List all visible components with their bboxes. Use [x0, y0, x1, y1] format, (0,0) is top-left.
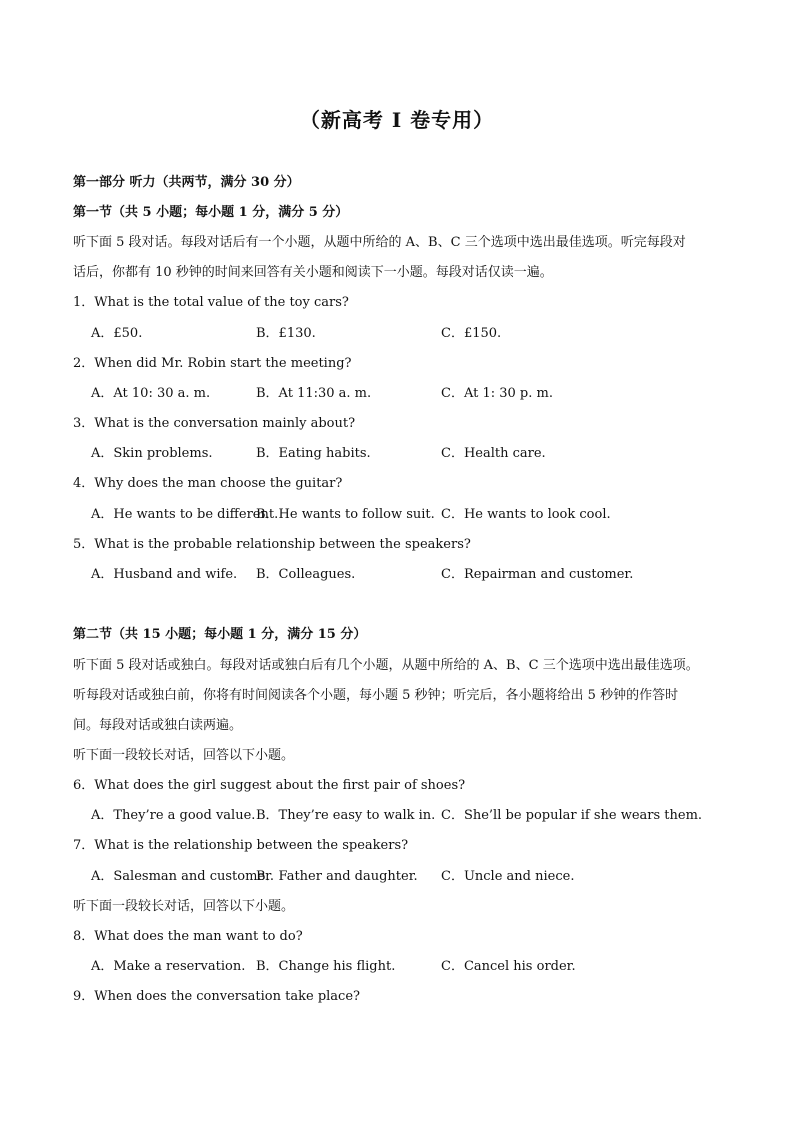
- section2-instructions-line3: 间。每段对话或独白读两遍。: [73, 718, 243, 733]
- question-options: [91, 324, 751, 344]
- question-text: 5．What is the probable relationship between the speakers?: [73, 537, 471, 552]
- option-c: C．£150.: [441, 326, 502, 341]
- option-a: A．£50.: [91, 326, 143, 341]
- section1-heading: 第一节（共 5 小题；每小题 1 分，满分 5 分）: [73, 205, 349, 220]
- question-text: 7．What is the relationship between the speakers?: [73, 838, 409, 853]
- option-c: C．At 1: 30 p. m.: [441, 386, 553, 401]
- option-a: A．He wants to be different.: [91, 507, 279, 522]
- question-options: [91, 505, 751, 525]
- section1-instructions-line2: 话后，你都有 10 秒钟的时间来回答有关小题和阅读下一小题。每段对话仅读一遍。: [73, 265, 553, 280]
- option-c: C．Uncle and niece.: [441, 869, 575, 884]
- option-b: B．Change his flight.: [256, 959, 396, 974]
- option-c: C．She’ll be popular if she wears them.: [441, 808, 703, 823]
- question-text: 3．What is the conversation mainly about?: [73, 416, 356, 431]
- question-options: [91, 806, 751, 826]
- option-b: B．Colleagues.: [256, 567, 356, 582]
- option-b: B．Father and daughter.: [256, 869, 418, 884]
- part1-heading: 第一部分 听力（共两节，满分 30 分）: [73, 175, 300, 190]
- option-b: B．At 11:30 a. m.: [256, 386, 372, 401]
- question-options: [91, 867, 751, 887]
- section2-heading: 第二节（共 15 小题；每小题 1 分，满分 15 分）: [73, 627, 367, 642]
- option-b: B．Eating habits.: [256, 446, 371, 461]
- section2-instructions-line2: 听每段对话或独白前，你将有时间阅读各个小题，每小题 5 秒钟；听完后，各小题将给出 5 秒钟的作答时: [73, 688, 679, 703]
- question-options: [91, 565, 751, 585]
- option-c: C．Health care.: [441, 446, 546, 461]
- option-b: B．They’re easy to walk in.: [256, 808, 436, 823]
- option-c: C．He wants to look cool.: [441, 507, 611, 522]
- section2-instructions-line1: 听下面 5 段对话或独白。每段对话或独白后有几个小题，从题中所给的 A、B、C 三个选项中选出最佳选项。: [73, 658, 699, 673]
- question-options: [91, 957, 751, 977]
- question-text: 6．What does the girl suggest about the first pair of shoes?: [73, 778, 466, 793]
- option-c: C．Cancel his order.: [441, 959, 576, 974]
- question-text: 8．What does the man want to do?: [73, 929, 303, 944]
- option-a: A．Husband and wife.: [91, 567, 238, 582]
- option-b: B．He wants to follow suit.: [256, 507, 435, 522]
- option-a: A．They’re a good value.: [91, 808, 256, 823]
- question-text: 4．Why does the man choose the guitar?: [73, 476, 343, 491]
- question-options: [91, 384, 751, 404]
- option-a: A．Salesman and customer.: [91, 869, 275, 884]
- group-label: 听下面一段较长对话，回答以下小题。: [73, 748, 295, 763]
- option-a: A．Skin problems.: [91, 446, 213, 461]
- option-c: C．Repairman and customer.: [441, 567, 634, 582]
- question-text: 9．When does the conversation take place?: [73, 989, 360, 1004]
- option-b: B．£130.: [256, 326, 316, 341]
- section1-instructions-line1: 听下面 5 段对话。每段对话后有一个小题，从题中所给的 A、B、C 三个选项中选出最佳选项。听完每段对: [73, 235, 686, 250]
- group-label: 听下面一段较长对话，回答以下小题。: [73, 899, 295, 914]
- question-text: 1．What is the total value of the toy cars?: [73, 295, 349, 310]
- page-title: （新高考 I 卷专用）: [299, 108, 495, 132]
- option-a: A．Make a reservation.: [91, 959, 246, 974]
- option-a: A．At 10: 30 a. m.: [91, 386, 211, 401]
- question-options: [91, 444, 751, 464]
- question-text: 2．When did Mr. Robin start the meeting?: [73, 356, 352, 371]
